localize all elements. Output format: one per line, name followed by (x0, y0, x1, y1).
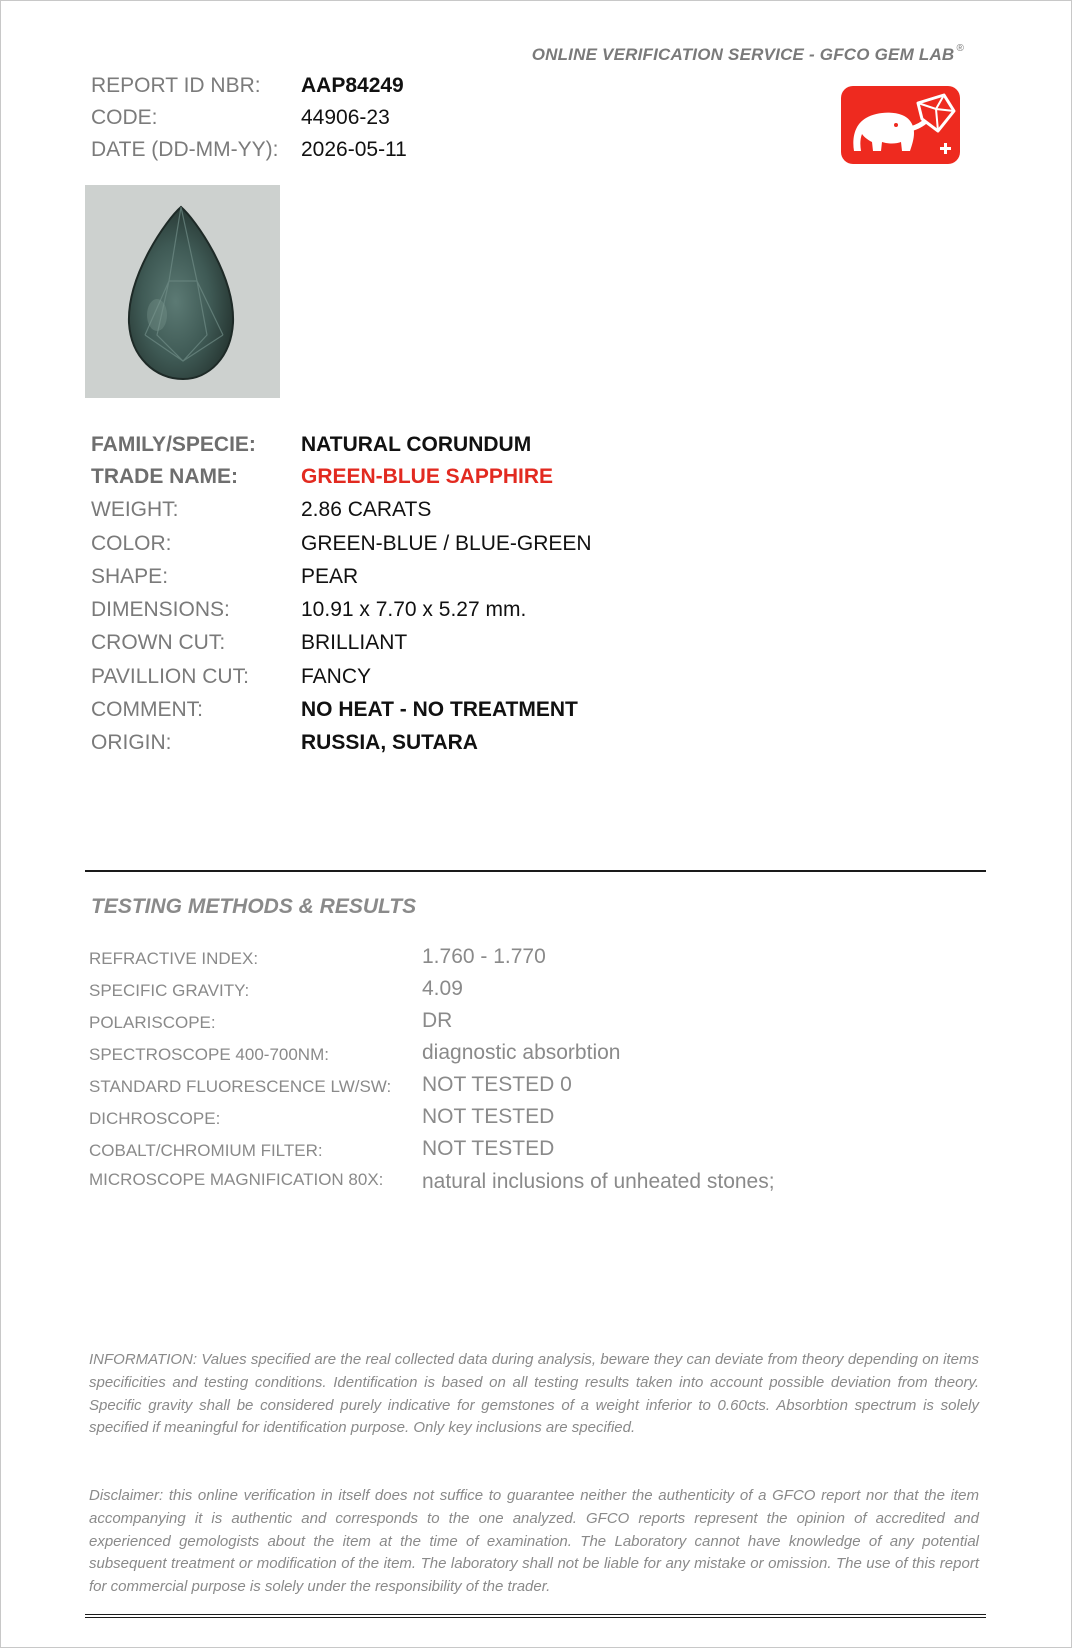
date-value: 2026-05-11 (301, 138, 407, 161)
crown-cut-value: BRILLIANT (301, 631, 408, 654)
weight-label: WEIGHT: (91, 498, 179, 521)
trade-name-value: GREEN-BLUE SAPPHIRE (301, 465, 554, 488)
comment-value: NO HEAT - NO TREATMENT (301, 698, 578, 721)
bottom-rule-2 (85, 1617, 986, 1618)
registered-mark: ® (956, 43, 964, 54)
polariscope-label: POLARISCOPE: (89, 1013, 216, 1032)
specific-gravity-value: 4.09 (422, 977, 463, 1000)
shape-value: PEAR (301, 565, 359, 588)
pear-gemstone-photo-icon (85, 185, 280, 398)
date-label: DATE (DD-MM-YY): (91, 138, 279, 161)
disclaimer-note: Disclaimer: this online verification in itself does not suffice to guarantee neither the authenticity of a GFCO report nor that the item accompanying it is authentic and corresponds to the one analyzed. GFCO reports represent the opinion of accredited and experienced gemologists about the item at the time of examination. The Laboratory cannot have knowledge of any potential subsequent treatment or modification of the item. The laboratory shall not be liable for any mistake or omission. The use of this report for commercial purpose is solely under the responsibility of the trader. (89, 1487, 979, 1596)
fluorescence-label: STANDARD FLUORESCENCE LW/SW: (89, 1077, 392, 1096)
specific-gravity-label: SPECIFIC GRAVITY: (89, 981, 250, 1000)
polariscope-value: DR (422, 1009, 453, 1032)
trade-name-label: TRADE NAME: (91, 465, 238, 488)
gemstone-photo (85, 185, 280, 398)
refractive-index-value: 1.760 - 1.770 (422, 945, 546, 968)
dimensions-label: DIMENSIONS: (91, 598, 230, 621)
dimensions-value: 10.91 x 7.70 x 5.27 mm. (301, 598, 527, 621)
spectroscope-value: diagnostic absorbtion (422, 1041, 621, 1064)
pavillion-cut-label: PAVILLION CUT: (91, 665, 249, 688)
cross-v (944, 143, 947, 154)
testing-section-title: TESTING METHODS & RESULTS (91, 895, 417, 918)
refractive-index-label: REFRACTIVE INDEX: (89, 949, 259, 968)
crown-cut-label: CROWN CUT: (91, 631, 226, 654)
code-value: 44906-23 (301, 106, 390, 129)
gemstone-highlight (147, 299, 167, 331)
code-label: CODE: (91, 106, 158, 129)
shape-label: SHAPE: (91, 565, 169, 588)
dichroscope-value: NOT TESTED (422, 1105, 555, 1128)
microscope-label: MICROSCOPE MAGNIFICATION 80X: (89, 1170, 384, 1189)
information-note: INFORMATION: Values specified are the real collected data during analysis, beware they can deviate from theory depending on items specificities and testing conditions. Identification is based on all testing results taken into account possible deviation from theory. Specific gravity shall be considered purely indicative for gemstones of a weight inferior to 0.60cts. Absorbtion spectrum is solely specified if meaningful for identification purpose. Only key inclusions are specified. (89, 1351, 979, 1437)
weight-value: 2.86 CARATS (301, 498, 432, 521)
color-label: COLOR: (91, 532, 172, 555)
origin-value: RUSSIA, SUTARA (301, 731, 478, 754)
color-value: GREEN-BLUE / BLUE-GREEN (301, 532, 592, 555)
cobalt-chromium-filter-label: COBALT/CHROMIUM FILTER: (89, 1141, 323, 1160)
service-title (532, 45, 964, 65)
family-specie-label: FAMILY/SPECIE: (91, 433, 256, 456)
bottom-rule-1 (85, 1614, 986, 1615)
section-divider (85, 870, 986, 872)
service-title-text: ONLINE VERIFICATION SERVICE - GFCO GEM LAB (531, 45, 955, 64)
report-id-value: AAP84249 (301, 74, 404, 97)
cobalt-chromium-filter-value: NOT TESTED (422, 1137, 555, 1160)
fluorescence-value: NOT TESTED 0 (422, 1073, 572, 1096)
origin-label: ORIGIN: (91, 731, 172, 754)
pavillion-cut-value: FANCY (301, 665, 372, 688)
report-id-label: REPORT ID NBR: (91, 74, 261, 97)
elephant-eye (894, 123, 898, 127)
microscope-value: natural inclusions of unheated stones; (422, 1170, 775, 1193)
family-specie-value: NATURAL CORUNDUM (301, 433, 532, 456)
spectroscope-label: SPECTROSCOPE 400-700NM: (89, 1045, 329, 1064)
comment-label: COMMENT: (91, 698, 203, 721)
gfco-logo-icon (840, 85, 961, 165)
dichroscope-label: DICHROSCOPE: (89, 1109, 221, 1128)
